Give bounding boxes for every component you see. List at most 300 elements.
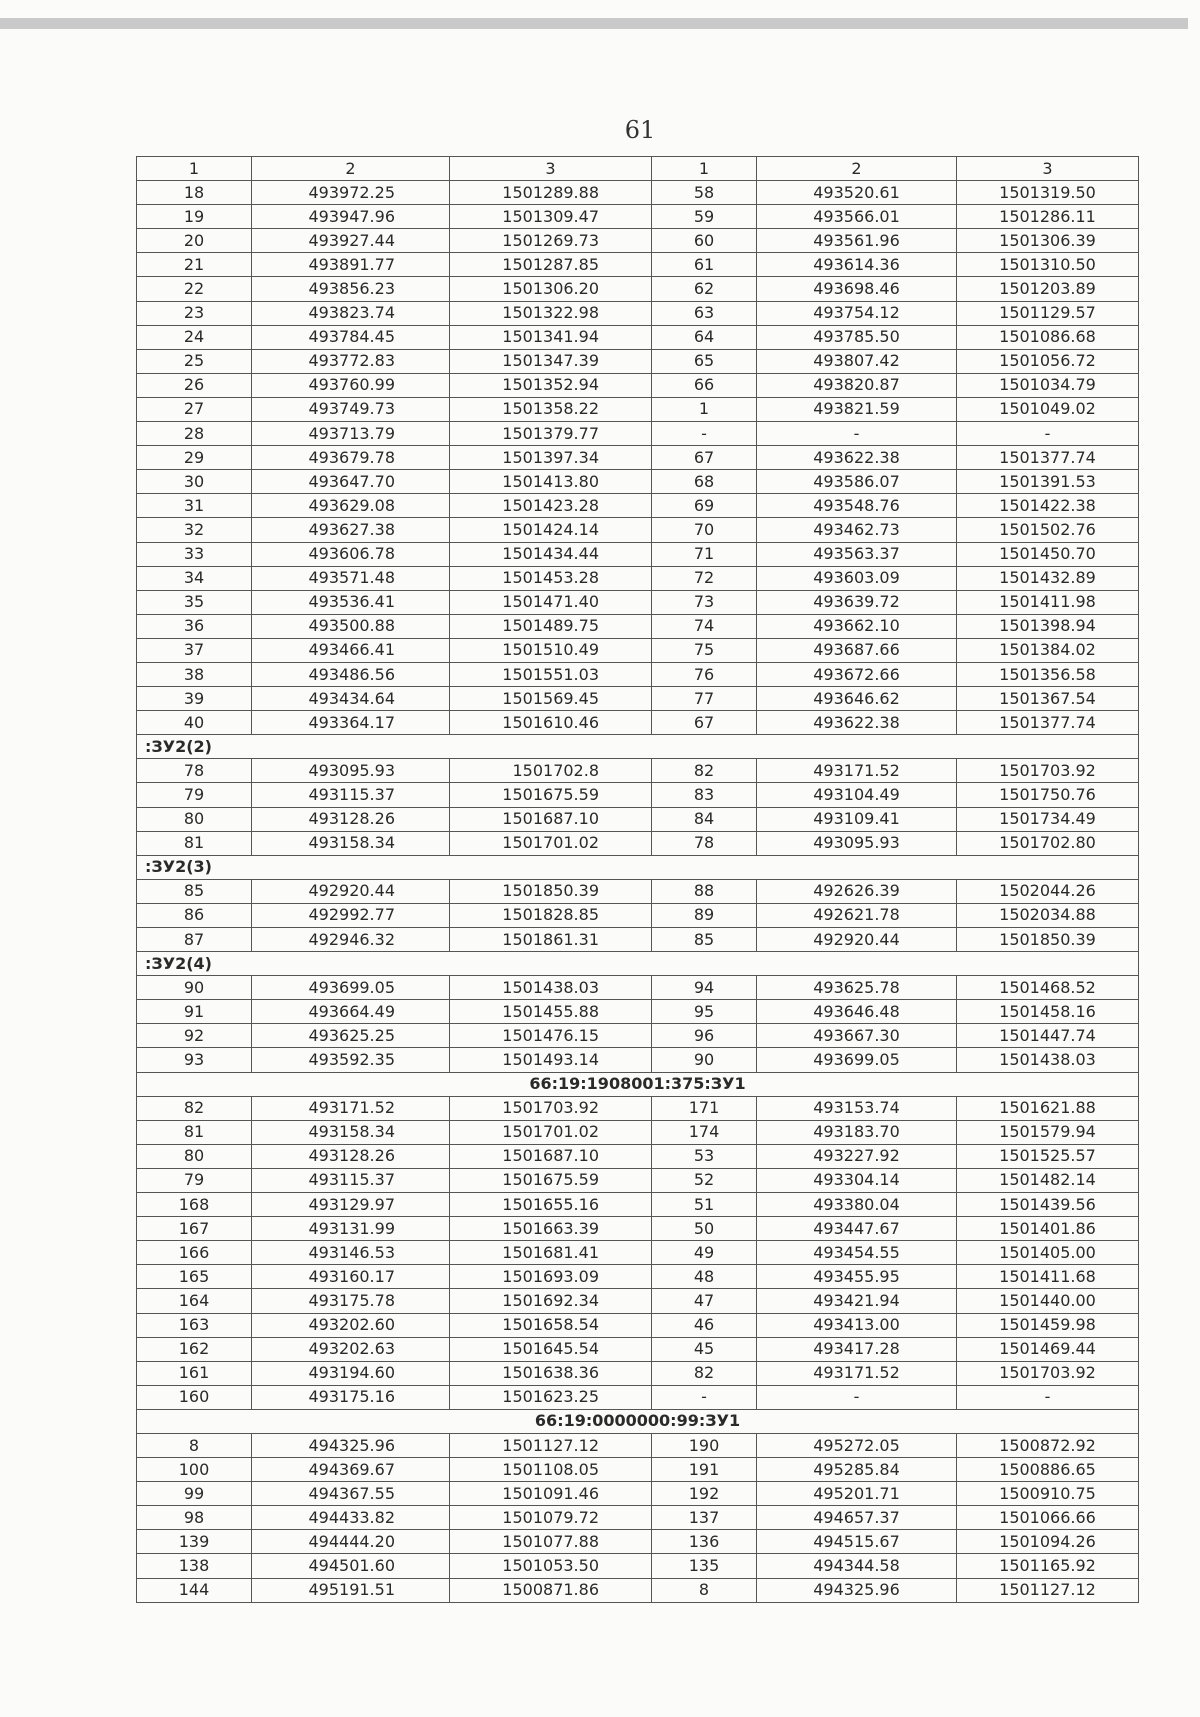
point-number-cell: 83 xyxy=(652,783,757,807)
y-coordinate-cell: 1501306.20 xyxy=(450,277,652,301)
point-number-cell: 192 xyxy=(652,1482,757,1506)
y-coordinate-cell: 1501086.68 xyxy=(957,325,1139,349)
y-coordinate-cell: 1500886.65 xyxy=(957,1458,1139,1482)
x-coordinate-cell: 493679.78 xyxy=(252,446,450,470)
x-coordinate-cell: 493175.78 xyxy=(252,1289,450,1313)
point-number-cell: 81 xyxy=(137,831,252,855)
y-coordinate-cell: 1500910.75 xyxy=(957,1482,1139,1506)
point-number-cell: 160 xyxy=(137,1385,252,1409)
x-coordinate-cell: 492920.44 xyxy=(757,928,957,952)
point-number-cell: 96 xyxy=(652,1024,757,1048)
point-number-cell: 74 xyxy=(652,614,757,638)
x-coordinate-cell: 493625.78 xyxy=(757,976,957,1000)
x-coordinate-cell: 493647.70 xyxy=(252,470,450,494)
table-row xyxy=(137,1193,1139,1217)
y-coordinate-cell: 1501077.88 xyxy=(450,1530,652,1554)
x-coordinate-cell: 493175.16 xyxy=(252,1385,450,1409)
y-coordinate-cell: 1501310.50 xyxy=(957,253,1139,277)
point-number-cell: 68 xyxy=(652,470,757,494)
table-row xyxy=(137,1578,1139,1602)
x-coordinate-cell: 493548.76 xyxy=(757,494,957,518)
x-coordinate-cell: 493754.12 xyxy=(757,301,957,325)
x-coordinate-cell: 493699.05 xyxy=(757,1048,957,1072)
x-coordinate-cell: 493486.56 xyxy=(252,662,450,686)
point-number-cell: 38 xyxy=(137,662,252,686)
y-coordinate-cell: 1501861.31 xyxy=(450,928,652,952)
table-row xyxy=(137,976,1139,1000)
header-cell: 1 xyxy=(137,157,252,181)
x-coordinate-cell: 493434.64 xyxy=(252,687,450,711)
y-coordinate-cell: 1501455.88 xyxy=(450,1000,652,1024)
table-row xyxy=(137,205,1139,229)
x-coordinate-cell: 494433.82 xyxy=(252,1506,450,1530)
table-row xyxy=(137,928,1139,952)
table-row xyxy=(137,1313,1139,1337)
group-label: :ЗУ2(4) xyxy=(137,952,1139,976)
y-coordinate-cell: - xyxy=(957,422,1139,446)
y-coordinate-cell: 1501440.00 xyxy=(957,1289,1139,1313)
point-number-cell: 77 xyxy=(652,687,757,711)
table-row xyxy=(137,301,1139,325)
x-coordinate-cell: 494444.20 xyxy=(252,1530,450,1554)
y-coordinate-cell: 1501459.98 xyxy=(957,1313,1139,1337)
point-number-cell: 27 xyxy=(137,397,252,421)
table-row xyxy=(137,1361,1139,1385)
table-row xyxy=(137,783,1139,807)
x-coordinate-cell: 494367.55 xyxy=(252,1482,450,1506)
x-coordinate-cell: 493927.44 xyxy=(252,229,450,253)
x-coordinate-cell: 493227.92 xyxy=(757,1144,957,1168)
point-number-cell: 82 xyxy=(652,1361,757,1385)
point-number-cell: 94 xyxy=(652,976,757,1000)
point-number-cell: 47 xyxy=(652,1289,757,1313)
table-row xyxy=(137,1096,1139,1120)
table-row xyxy=(137,711,1139,735)
y-coordinate-cell: 1501569.45 xyxy=(450,687,652,711)
point-number-cell: 23 xyxy=(137,301,252,325)
x-coordinate-cell: 493202.60 xyxy=(252,1313,450,1337)
x-coordinate-cell: 493171.52 xyxy=(252,1096,450,1120)
x-coordinate-cell: 494325.96 xyxy=(757,1578,957,1602)
point-number-cell: 59 xyxy=(652,205,757,229)
y-coordinate-cell: 1501352.94 xyxy=(450,373,652,397)
y-coordinate-cell: 1501423.28 xyxy=(450,494,652,518)
x-coordinate-cell: 493687.66 xyxy=(757,638,957,662)
y-coordinate-cell: 1501471.40 xyxy=(450,590,652,614)
table-row xyxy=(137,831,1139,855)
y-coordinate-cell: 1501502.76 xyxy=(957,518,1139,542)
y-coordinate-cell: 1501579.94 xyxy=(957,1120,1139,1144)
y-coordinate-cell: 1501469.44 xyxy=(957,1337,1139,1361)
point-number-cell: 19 xyxy=(137,205,252,229)
y-coordinate-cell: 1501434.44 xyxy=(450,542,652,566)
y-coordinate-cell: 1501049.02 xyxy=(957,397,1139,421)
point-number-cell: 8 xyxy=(137,1433,252,1457)
y-coordinate-cell: 1501203.89 xyxy=(957,277,1139,301)
point-number-cell: 72 xyxy=(652,566,757,590)
point-number-cell: 135 xyxy=(652,1554,757,1578)
point-number-cell: 50 xyxy=(652,1217,757,1241)
y-coordinate-cell: 1501701.02 xyxy=(450,1120,652,1144)
y-coordinate-cell: 1501450.70 xyxy=(957,542,1139,566)
y-coordinate-cell: 1501645.54 xyxy=(450,1337,652,1361)
point-number-cell: 1 xyxy=(652,397,757,421)
header-cell: 2 xyxy=(252,157,450,181)
point-number-cell: 139 xyxy=(137,1530,252,1554)
point-number-cell: 80 xyxy=(137,1144,252,1168)
point-number-cell: 138 xyxy=(137,1554,252,1578)
point-number-cell: 58 xyxy=(652,181,757,205)
y-coordinate-cell: 1501658.54 xyxy=(450,1313,652,1337)
x-coordinate-cell: 493364.17 xyxy=(252,711,450,735)
x-coordinate-cell: 494325.96 xyxy=(252,1433,450,1457)
point-number-cell: 79 xyxy=(137,1168,252,1192)
y-coordinate-cell: 1501034.79 xyxy=(957,373,1139,397)
point-number-cell: 92 xyxy=(137,1024,252,1048)
point-number-cell: 66 xyxy=(652,373,757,397)
x-coordinate-cell: 494501.60 xyxy=(252,1554,450,1578)
x-coordinate-cell: 493115.37 xyxy=(252,783,450,807)
y-coordinate-cell: 1501703.92 xyxy=(957,1361,1139,1385)
x-coordinate-cell: 493639.72 xyxy=(757,590,957,614)
point-number-cell: 69 xyxy=(652,494,757,518)
y-coordinate-cell: 1501269.73 xyxy=(450,229,652,253)
point-number-cell: 63 xyxy=(652,301,757,325)
y-coordinate-cell: 1501453.28 xyxy=(450,566,652,590)
y-coordinate-cell: 1501356.58 xyxy=(957,662,1139,686)
table-row xyxy=(137,1241,1139,1265)
point-number-cell: 89 xyxy=(652,903,757,927)
x-coordinate-cell: 493153.74 xyxy=(757,1096,957,1120)
point-number-cell: 167 xyxy=(137,1217,252,1241)
x-coordinate-cell: 493566.01 xyxy=(757,205,957,229)
table-row xyxy=(137,1048,1139,1072)
x-coordinate-cell: 493627.38 xyxy=(252,518,450,542)
section-title: 66:19:1908001:375:ЗУ1 xyxy=(137,1072,1139,1096)
x-coordinate-cell: 493413.00 xyxy=(757,1313,957,1337)
section-title-row xyxy=(137,1072,1139,1096)
x-coordinate-cell: 493131.99 xyxy=(252,1217,450,1241)
point-number-cell: 28 xyxy=(137,422,252,446)
section-title-row xyxy=(137,1409,1139,1433)
y-coordinate-cell: 1500871.86 xyxy=(450,1578,652,1602)
y-coordinate-cell: 1501476.15 xyxy=(450,1024,652,1048)
table-row xyxy=(137,542,1139,566)
table-row xyxy=(137,1506,1139,1530)
y-coordinate-cell: 1501675.59 xyxy=(450,783,652,807)
x-coordinate-cell: 495272.05 xyxy=(757,1433,957,1457)
point-number-cell: 70 xyxy=(652,518,757,542)
point-number-cell: 51 xyxy=(652,1193,757,1217)
y-coordinate-cell: 1501638.36 xyxy=(450,1361,652,1385)
y-coordinate-cell: 1501623.25 xyxy=(450,1385,652,1409)
point-number-cell: 99 xyxy=(137,1482,252,1506)
y-coordinate-cell: 1501377.74 xyxy=(957,711,1139,735)
point-number-cell: 78 xyxy=(137,759,252,783)
table-row xyxy=(137,1217,1139,1241)
point-number-cell: 26 xyxy=(137,373,252,397)
point-number-cell: 190 xyxy=(652,1433,757,1457)
y-coordinate-cell: 1501655.16 xyxy=(450,1193,652,1217)
x-coordinate-cell: 493146.53 xyxy=(252,1241,450,1265)
point-number-cell: 46 xyxy=(652,1313,757,1337)
point-number-cell: 21 xyxy=(137,253,252,277)
x-coordinate-cell: 493380.04 xyxy=(757,1193,957,1217)
table-row xyxy=(137,879,1139,903)
y-coordinate-cell: 1501687.10 xyxy=(450,807,652,831)
x-coordinate-cell: 493772.83 xyxy=(252,349,450,373)
x-coordinate-cell: 493500.88 xyxy=(252,614,450,638)
point-number-cell: 164 xyxy=(137,1289,252,1313)
y-coordinate-cell: 1501287.85 xyxy=(450,253,652,277)
x-coordinate-cell: 493462.73 xyxy=(757,518,957,542)
x-coordinate-cell: 493466.41 xyxy=(252,638,450,662)
table-row xyxy=(137,1265,1139,1289)
x-coordinate-cell: 493520.61 xyxy=(757,181,957,205)
point-number-cell: 48 xyxy=(652,1265,757,1289)
point-number-cell: 29 xyxy=(137,446,252,470)
y-coordinate-cell: 1501525.57 xyxy=(957,1144,1139,1168)
point-number-cell: 39 xyxy=(137,687,252,711)
x-coordinate-cell: 493158.34 xyxy=(252,1120,450,1144)
point-number-cell: 24 xyxy=(137,325,252,349)
point-number-cell: 67 xyxy=(652,711,757,735)
point-number-cell: 31 xyxy=(137,494,252,518)
x-coordinate-cell: 494369.67 xyxy=(252,1458,450,1482)
table-row xyxy=(137,638,1139,662)
table-row xyxy=(137,181,1139,205)
y-coordinate-cell: 1501091.46 xyxy=(450,1482,652,1506)
y-coordinate-cell: 1501482.14 xyxy=(957,1168,1139,1192)
x-coordinate-cell: 492920.44 xyxy=(252,879,450,903)
y-coordinate-cell: 1501510.49 xyxy=(450,638,652,662)
x-coordinate-cell: 494515.67 xyxy=(757,1530,957,1554)
x-coordinate-cell: 493417.28 xyxy=(757,1337,957,1361)
point-number-cell: 35 xyxy=(137,590,252,614)
table-row xyxy=(137,1120,1139,1144)
y-coordinate-cell: 1501165.92 xyxy=(957,1554,1139,1578)
y-coordinate-cell: 1501703.92 xyxy=(450,1096,652,1120)
point-number-cell: 191 xyxy=(652,1458,757,1482)
table-row xyxy=(137,1385,1139,1409)
point-number-cell: 78 xyxy=(652,831,757,855)
point-number-cell: 33 xyxy=(137,542,252,566)
point-number-cell: 90 xyxy=(137,976,252,1000)
x-coordinate-cell: 493699.05 xyxy=(252,976,450,1000)
scan-edge-bar xyxy=(0,18,1188,29)
y-coordinate-cell: 1501377.74 xyxy=(957,446,1139,470)
y-coordinate-cell: 1501551.03 xyxy=(450,662,652,686)
table-row xyxy=(137,687,1139,711)
y-coordinate-cell: 1501391.53 xyxy=(957,470,1139,494)
y-coordinate-cell: 1501692.34 xyxy=(450,1289,652,1313)
point-number-cell: 64 xyxy=(652,325,757,349)
table-row xyxy=(137,325,1139,349)
point-number-cell: 80 xyxy=(137,807,252,831)
x-coordinate-cell: 492992.77 xyxy=(252,903,450,927)
y-coordinate-cell: 1501053.50 xyxy=(450,1554,652,1578)
point-number-cell: 82 xyxy=(652,759,757,783)
point-number-cell: 76 xyxy=(652,662,757,686)
table-row xyxy=(137,1554,1139,1578)
point-number-cell: 52 xyxy=(652,1168,757,1192)
table-row xyxy=(137,566,1139,590)
x-coordinate-cell: 493129.97 xyxy=(252,1193,450,1217)
table-row xyxy=(137,349,1139,373)
x-coordinate-cell: 493194.60 xyxy=(252,1361,450,1385)
x-coordinate-cell: 493667.30 xyxy=(757,1024,957,1048)
x-coordinate-cell: 493622.38 xyxy=(757,711,957,735)
x-coordinate-cell: - xyxy=(757,422,957,446)
point-number-cell: 136 xyxy=(652,1530,757,1554)
x-coordinate-cell: 493664.49 xyxy=(252,1000,450,1024)
page-number: 61 xyxy=(624,116,656,144)
point-number-cell: 85 xyxy=(137,879,252,903)
x-coordinate-cell: 493821.59 xyxy=(757,397,957,421)
point-number-cell: 81 xyxy=(137,1120,252,1144)
point-number-cell: 165 xyxy=(137,1265,252,1289)
group-label: :ЗУ2(2) xyxy=(137,735,1139,759)
x-coordinate-cell: 493104.49 xyxy=(757,783,957,807)
table-row xyxy=(137,1530,1139,1554)
x-coordinate-cell: 493455.95 xyxy=(757,1265,957,1289)
y-coordinate-cell: 1501438.03 xyxy=(450,976,652,1000)
y-coordinate-cell: 1501702.80 xyxy=(957,831,1139,855)
point-number-cell: 168 xyxy=(137,1193,252,1217)
point-number-cell: 88 xyxy=(652,879,757,903)
y-coordinate-cell: 1501127.12 xyxy=(450,1433,652,1457)
table-row xyxy=(137,518,1139,542)
y-coordinate-cell: 1501319.50 xyxy=(957,181,1139,205)
y-coordinate-cell: 1500872.92 xyxy=(957,1433,1139,1457)
point-number-cell: 162 xyxy=(137,1337,252,1361)
point-number-cell: 100 xyxy=(137,1458,252,1482)
y-coordinate-cell: 1501850.39 xyxy=(450,879,652,903)
y-coordinate-cell: 1501458.16 xyxy=(957,1000,1139,1024)
point-number-cell: 84 xyxy=(652,807,757,831)
x-coordinate-cell: 493625.25 xyxy=(252,1024,450,1048)
x-coordinate-cell: 493629.08 xyxy=(252,494,450,518)
y-coordinate-cell: 1501438.03 xyxy=(957,1048,1139,1072)
x-coordinate-cell: 493856.23 xyxy=(252,277,450,301)
x-coordinate-cell: 493646.48 xyxy=(757,1000,957,1024)
group-label-row xyxy=(137,952,1139,976)
table-row xyxy=(137,422,1139,446)
y-coordinate-cell: 1501493.14 xyxy=(450,1048,652,1072)
x-coordinate-cell: 493622.38 xyxy=(757,446,957,470)
point-number-cell: 87 xyxy=(137,928,252,952)
x-coordinate-cell: 495201.71 xyxy=(757,1482,957,1506)
table-row xyxy=(137,1144,1139,1168)
table-row xyxy=(137,229,1139,253)
point-number-cell: 40 xyxy=(137,711,252,735)
point-number-cell: 75 xyxy=(652,638,757,662)
x-coordinate-cell: 493563.37 xyxy=(757,542,957,566)
point-number-cell: - xyxy=(652,422,757,446)
point-number-cell: 60 xyxy=(652,229,757,253)
header-cell: 3 xyxy=(957,157,1139,181)
y-coordinate-cell: 1501322.98 xyxy=(450,301,652,325)
y-coordinate-cell: 1501066.66 xyxy=(957,1506,1139,1530)
y-coordinate-cell: 1501702.8 xyxy=(450,759,652,783)
x-coordinate-cell: 493592.35 xyxy=(252,1048,450,1072)
y-coordinate-cell: 1501687.10 xyxy=(450,1144,652,1168)
table-row xyxy=(137,494,1139,518)
x-coordinate-cell: 495191.51 xyxy=(252,1578,450,1602)
y-coordinate-cell: 1501398.94 xyxy=(957,614,1139,638)
point-number-cell: 93 xyxy=(137,1048,252,1072)
y-coordinate-cell: 1501850.39 xyxy=(957,928,1139,952)
x-coordinate-cell: 492626.39 xyxy=(757,879,957,903)
y-coordinate-cell: 1502044.26 xyxy=(957,879,1139,903)
group-label: :ЗУ2(3) xyxy=(137,855,1139,879)
x-coordinate-cell: 493160.17 xyxy=(252,1265,450,1289)
x-coordinate-cell: 493586.07 xyxy=(757,470,957,494)
y-coordinate-cell: 1501306.39 xyxy=(957,229,1139,253)
y-coordinate-cell: 1501405.00 xyxy=(957,1241,1139,1265)
table-row xyxy=(137,1168,1139,1192)
point-number-cell: 30 xyxy=(137,470,252,494)
x-coordinate-cell: 493947.96 xyxy=(252,205,450,229)
section-title: 66:19:0000000:99:ЗУ1 xyxy=(137,1409,1139,1433)
x-coordinate-cell: 493128.26 xyxy=(252,807,450,831)
header-cell: 3 xyxy=(450,157,652,181)
y-coordinate-cell: 1501379.77 xyxy=(450,422,652,446)
point-number-cell: 45 xyxy=(652,1337,757,1361)
x-coordinate-cell: 492946.32 xyxy=(252,928,450,952)
point-number-cell: 32 xyxy=(137,518,252,542)
table-row xyxy=(137,1433,1139,1457)
y-coordinate-cell: 1501401.86 xyxy=(957,1217,1139,1241)
y-coordinate-cell: 1501411.68 xyxy=(957,1265,1139,1289)
y-coordinate-cell: 1501610.46 xyxy=(450,711,652,735)
x-coordinate-cell: 493606.78 xyxy=(252,542,450,566)
point-number-cell: 79 xyxy=(137,783,252,807)
y-coordinate-cell: 1501424.14 xyxy=(450,518,652,542)
table-row xyxy=(137,446,1139,470)
table-row xyxy=(137,1337,1139,1361)
y-coordinate-cell: 1501681.41 xyxy=(450,1241,652,1265)
table-row xyxy=(137,470,1139,494)
point-number-cell: 49 xyxy=(652,1241,757,1265)
point-number-cell: 163 xyxy=(137,1313,252,1337)
table-header-row xyxy=(137,157,1139,181)
point-number-cell: 20 xyxy=(137,229,252,253)
x-coordinate-cell: - xyxy=(757,1385,957,1409)
x-coordinate-cell: 493662.10 xyxy=(757,614,957,638)
table-row xyxy=(137,662,1139,686)
point-number-cell: 73 xyxy=(652,590,757,614)
table-row xyxy=(137,590,1139,614)
x-coordinate-cell: 493095.93 xyxy=(252,759,450,783)
point-number-cell: 90 xyxy=(652,1048,757,1072)
x-coordinate-cell: 493713.79 xyxy=(252,422,450,446)
group-label-row xyxy=(137,855,1139,879)
y-coordinate-cell: 1501384.02 xyxy=(957,638,1139,662)
point-number-cell: 61 xyxy=(652,253,757,277)
x-coordinate-cell: 493304.14 xyxy=(757,1168,957,1192)
y-coordinate-cell: 1501703.92 xyxy=(957,759,1139,783)
point-number-cell: 18 xyxy=(137,181,252,205)
x-coordinate-cell: 493760.99 xyxy=(252,373,450,397)
table-row xyxy=(137,1458,1139,1482)
point-number-cell: 95 xyxy=(652,1000,757,1024)
point-number-cell: 137 xyxy=(652,1506,757,1530)
x-coordinate-cell: 493972.25 xyxy=(252,181,450,205)
point-number-cell: 71 xyxy=(652,542,757,566)
table-row xyxy=(137,373,1139,397)
y-coordinate-cell: 1501432.89 xyxy=(957,566,1139,590)
